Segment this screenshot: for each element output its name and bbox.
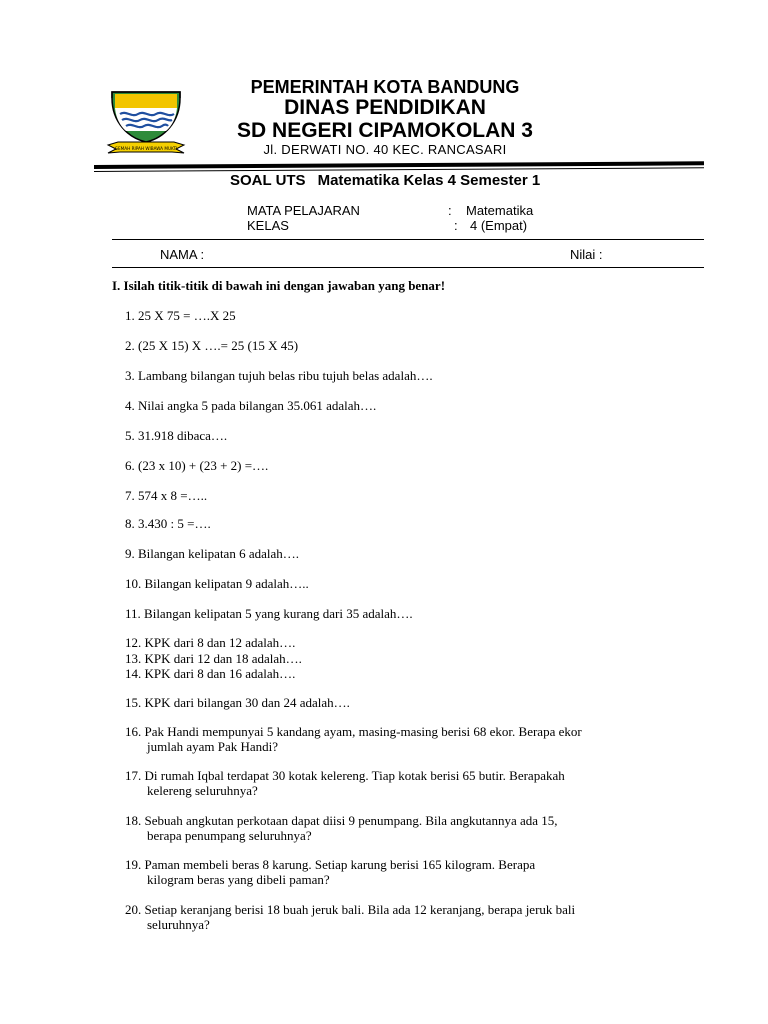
question-item: 14. KPK dari 8 dan 16 adalah…. bbox=[125, 666, 296, 681]
question-item: 2. (25 X 15) X ….= 25 (15 X 45) bbox=[125, 338, 299, 353]
subject-separator: : bbox=[448, 203, 452, 218]
question-item: 15. KPK dari bilangan 30 dan 24 adalah…. bbox=[125, 695, 350, 710]
class-value: 4 (Empat) bbox=[470, 218, 528, 233]
score-field-label: Nilai : bbox=[570, 247, 603, 262]
question-item: 11. Bilangan kelipatan 5 yang kurang dari 35 adalah…. bbox=[125, 606, 413, 621]
question-item: 3. Lambang bilangan tujuh belas ribu tujuh belas adalah…. bbox=[125, 368, 433, 383]
name-box-top-line bbox=[112, 239, 704, 240]
name-box-bottom-line bbox=[112, 267, 704, 268]
class-separator: : bbox=[454, 218, 458, 233]
instruction-heading: I. Isilah titik-titik di bawah ini dengan jawaban yang benar! bbox=[112, 278, 446, 293]
question-item: 17. Di rumah Iqbal terdapat 30 kotak kelereng. Tiap kotak berisi 65 butir. Berapakah kelereng seluruhnya? bbox=[125, 768, 565, 798]
exam-title bbox=[230, 172, 540, 189]
government-title: PEMERINTAH KOTA BANDUNG bbox=[250, 77, 520, 97]
question-item: 4. Nilai angka 5 pada bilangan 35.061 adalah…. bbox=[125, 398, 377, 413]
subject-label: MATA PELAJARAN bbox=[247, 203, 360, 218]
class-label: KELAS bbox=[247, 218, 289, 233]
question-item: 10. Bilangan kelipatan 9 adalah….. bbox=[125, 576, 309, 591]
question-item: 20. Setiap keranjang berisi 18 buah jeruk bali. Bila ada 12 keranjang, berapa jeruk bali seluruhnya? bbox=[125, 902, 576, 932]
question-item: 19. Paman membeli beras 8 karung. Setiap karung berisi 165 kilogram. Berapa kilogram beras yang dibeli paman? bbox=[125, 857, 536, 887]
exam-subject-line: Matematika Kelas 4 Semester 1 bbox=[317, 172, 541, 189]
question-item: 5. 31.918 dibaca…. bbox=[125, 428, 228, 443]
subject-value: Matematika bbox=[466, 203, 534, 218]
question-item: 13. KPK dari 12 dan 18 adalah…. bbox=[125, 651, 302, 666]
question-item: 7. 574 x 8 =….. bbox=[125, 488, 208, 503]
bandung-city-emblem-icon bbox=[106, 88, 186, 158]
question-item: 8. 3.430 : 5 =…. bbox=[125, 516, 211, 531]
svg-text:GEMAH RIPAH WIBAWA MUKTI: GEMAH RIPAH WIBAWA MUKTI bbox=[114, 146, 178, 151]
name-field-label: NAMA : bbox=[160, 247, 205, 262]
exam-label: SOAL UTS bbox=[230, 172, 306, 189]
question-item: 6. (23 x 10) + (23 + 2) =…. bbox=[125, 458, 269, 473]
department-title: DINAS PENDIDIKAN bbox=[284, 96, 486, 119]
question-item: 12. KPK dari 8 dan 12 adalah…. bbox=[125, 635, 296, 650]
question-item: 9. Bilangan kelipatan 6 adalah…. bbox=[125, 546, 300, 561]
question-item: 1. 25 X 75 = ….X 25 bbox=[125, 308, 236, 323]
question-item: 16. Pak Handi mempunyai 5 kandang ayam, masing-masing berisi 68 ekor. Berapa ekor jumlah ayam Pak Handi? bbox=[125, 724, 582, 754]
school-name: SD NEGERI CIPAMOKOLAN 3 bbox=[237, 119, 533, 142]
question-item: 18. Sebuah angkutan perkotaan dapat diisi 9 penumpang. Bila angkutannya ada 15, berapa penumpang seluruhnya? bbox=[125, 813, 558, 843]
school-address: Jl. DERWATI NO. 40 KEC. RANCASARI bbox=[263, 142, 507, 157]
